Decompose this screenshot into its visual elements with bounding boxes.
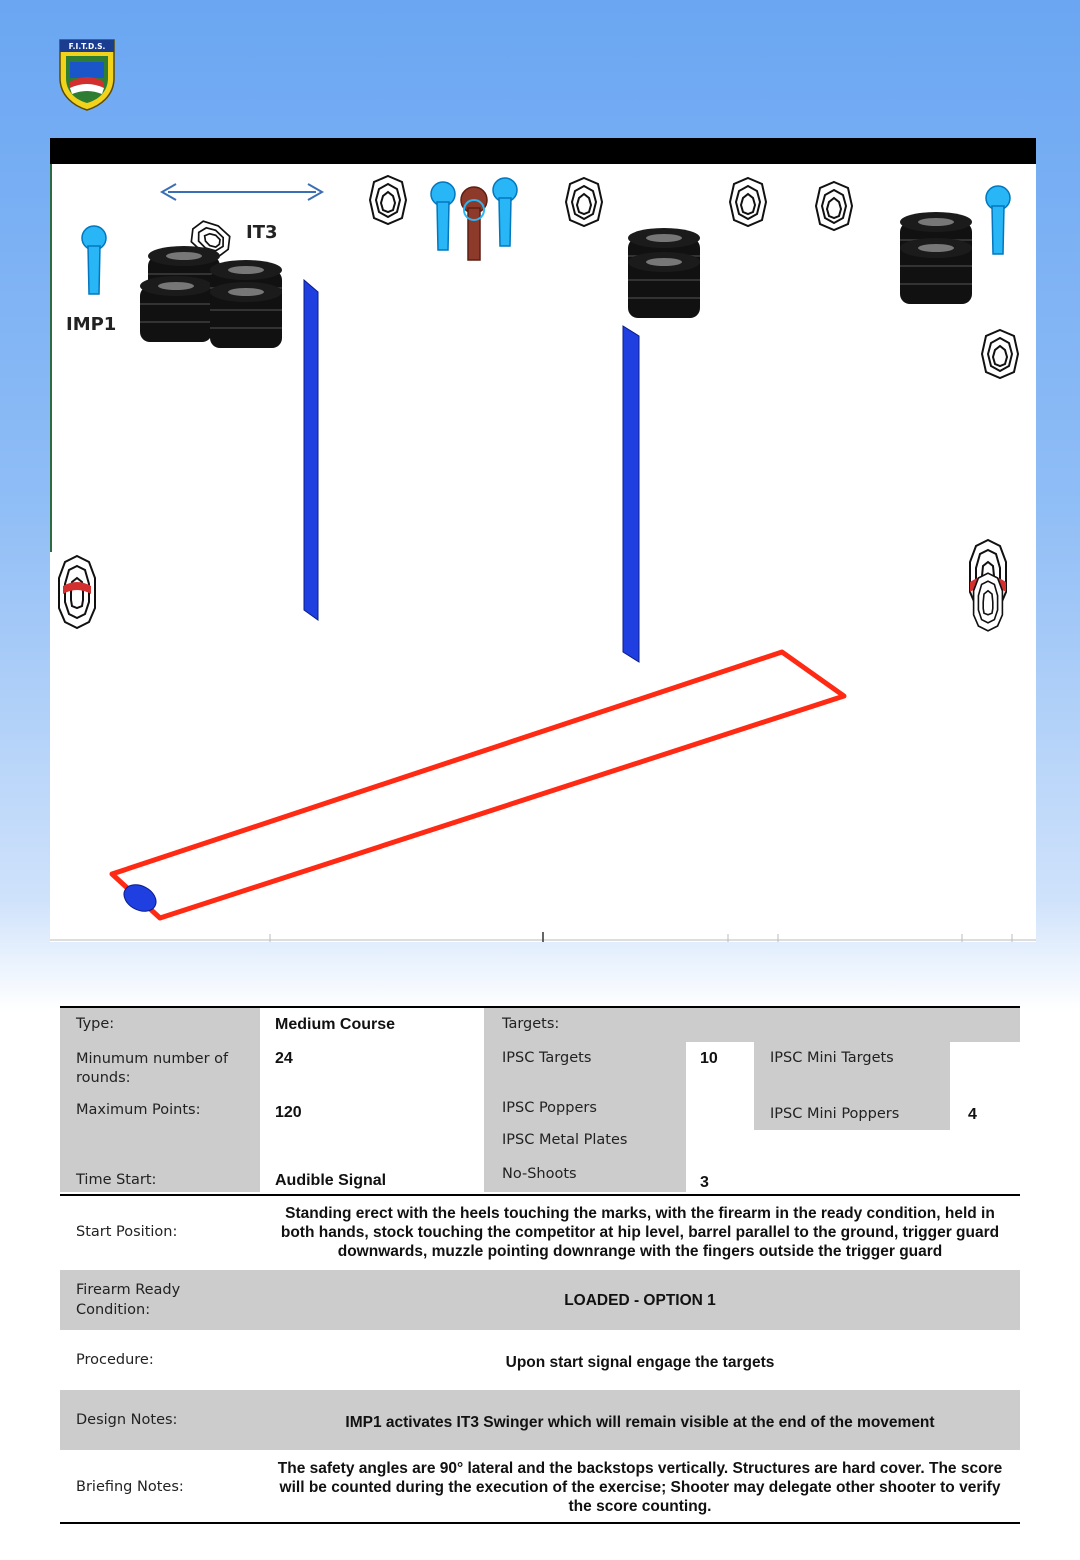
firearm-ready-label: Firearm Ready Condition: [76, 1282, 181, 1318]
shooting-box [112, 652, 844, 918]
no-shoots-value: 3 [700, 1174, 709, 1191]
ipsc-mini-target [370, 176, 406, 224]
ipsc-mini-target [816, 182, 852, 230]
ipsc-mini-target [566, 178, 602, 226]
design-notes-label: Design Notes: [76, 1412, 178, 1428]
stage-diagram [50, 138, 1036, 942]
ipsc-targets-value: 10 [700, 1050, 718, 1067]
targets-label: Targets: [502, 1016, 560, 1032]
wall-left [304, 280, 318, 620]
movement-arrow-icon [162, 184, 322, 200]
ipsc-mini-poppers-value: 4 [968, 1106, 977, 1123]
imp1-label: IMP1 [66, 314, 117, 335]
ipsc-mini-target [982, 330, 1018, 378]
it3-label: IT3 [246, 222, 278, 243]
procedure-value: Upon start signal engage the targets [505, 1353, 775, 1371]
ipsc-mini-targets-label: IPSC Mini Targets [770, 1050, 894, 1066]
stage-header-bar [50, 138, 1036, 164]
ipsc-metal-plates-label: IPSC Metal Plates [502, 1132, 628, 1148]
ipsc-popper [431, 182, 455, 250]
no-shoot-popper [461, 187, 487, 260]
ipsc-popper [986, 186, 1010, 254]
type-label: Type: [76, 1016, 115, 1032]
start-position-value: Standing erect with the heels touching the marks, with the firearm in the ready condition, held in both hands, stock touching the competitor at hip level, barrel parallel to the ground, trigger guard downwards, muzzle pointing downrange with the fingers outside the trigger guard [280, 1204, 1000, 1260]
tire-barrel-middle [628, 228, 700, 318]
fitds-logo [58, 38, 116, 112]
ipsc-target-with-no-shoot [59, 556, 95, 628]
stage-info-table [60, 1006, 1020, 1524]
procedure-label: Procedure: [76, 1352, 154, 1368]
wall-middle [623, 326, 639, 662]
min-rounds-label: Minumum number of rounds: [76, 1051, 229, 1086]
time-start-label: Time Start: [76, 1172, 157, 1188]
briefing-notes-value: The safety angles are 90° lateral and the backstops vertically. Structures are hard cover. The score will be counted during the execution of the exercise; Shooter may delegate other shooter to verify the score counting. [277, 1459, 1003, 1515]
max-points-value: 120 [275, 1104, 302, 1121]
type-value: Medium Course [275, 1016, 396, 1033]
ipsc-targets-label: IPSC Targets [502, 1050, 592, 1066]
stage-left-border [50, 164, 52, 552]
imp1-popper [82, 226, 106, 294]
firearm-ready-value: LOADED - OPTION 1 [564, 1291, 716, 1309]
ipsc-poppers-label: IPSC Poppers [502, 1100, 597, 1116]
ipsc-target-with-no-shoot [970, 540, 1006, 631]
tire-barrel-right [900, 212, 972, 304]
min-rounds-value: 24 [275, 1050, 293, 1067]
no-shoots-label: No-Shoots [502, 1166, 577, 1182]
svg-text:F.I.T.D.S.: F.I.T.D.S. [68, 42, 106, 51]
tire-barrel-left [140, 246, 282, 348]
ipsc-mini-target [730, 178, 766, 226]
ipsc-popper [493, 178, 517, 246]
design-notes-value: IMP1 activates IT3 Swinger which will remain visible at the end of the movement [345, 1413, 935, 1431]
time-start-value: Audible Signal [275, 1172, 387, 1189]
start-position-label: Start Position: [76, 1224, 178, 1240]
max-points-label: Maximum Points: [76, 1102, 201, 1118]
ipsc-mini-poppers-label: IPSC Mini Poppers [770, 1106, 900, 1122]
briefing-notes-label: Briefing Notes: [76, 1479, 184, 1495]
